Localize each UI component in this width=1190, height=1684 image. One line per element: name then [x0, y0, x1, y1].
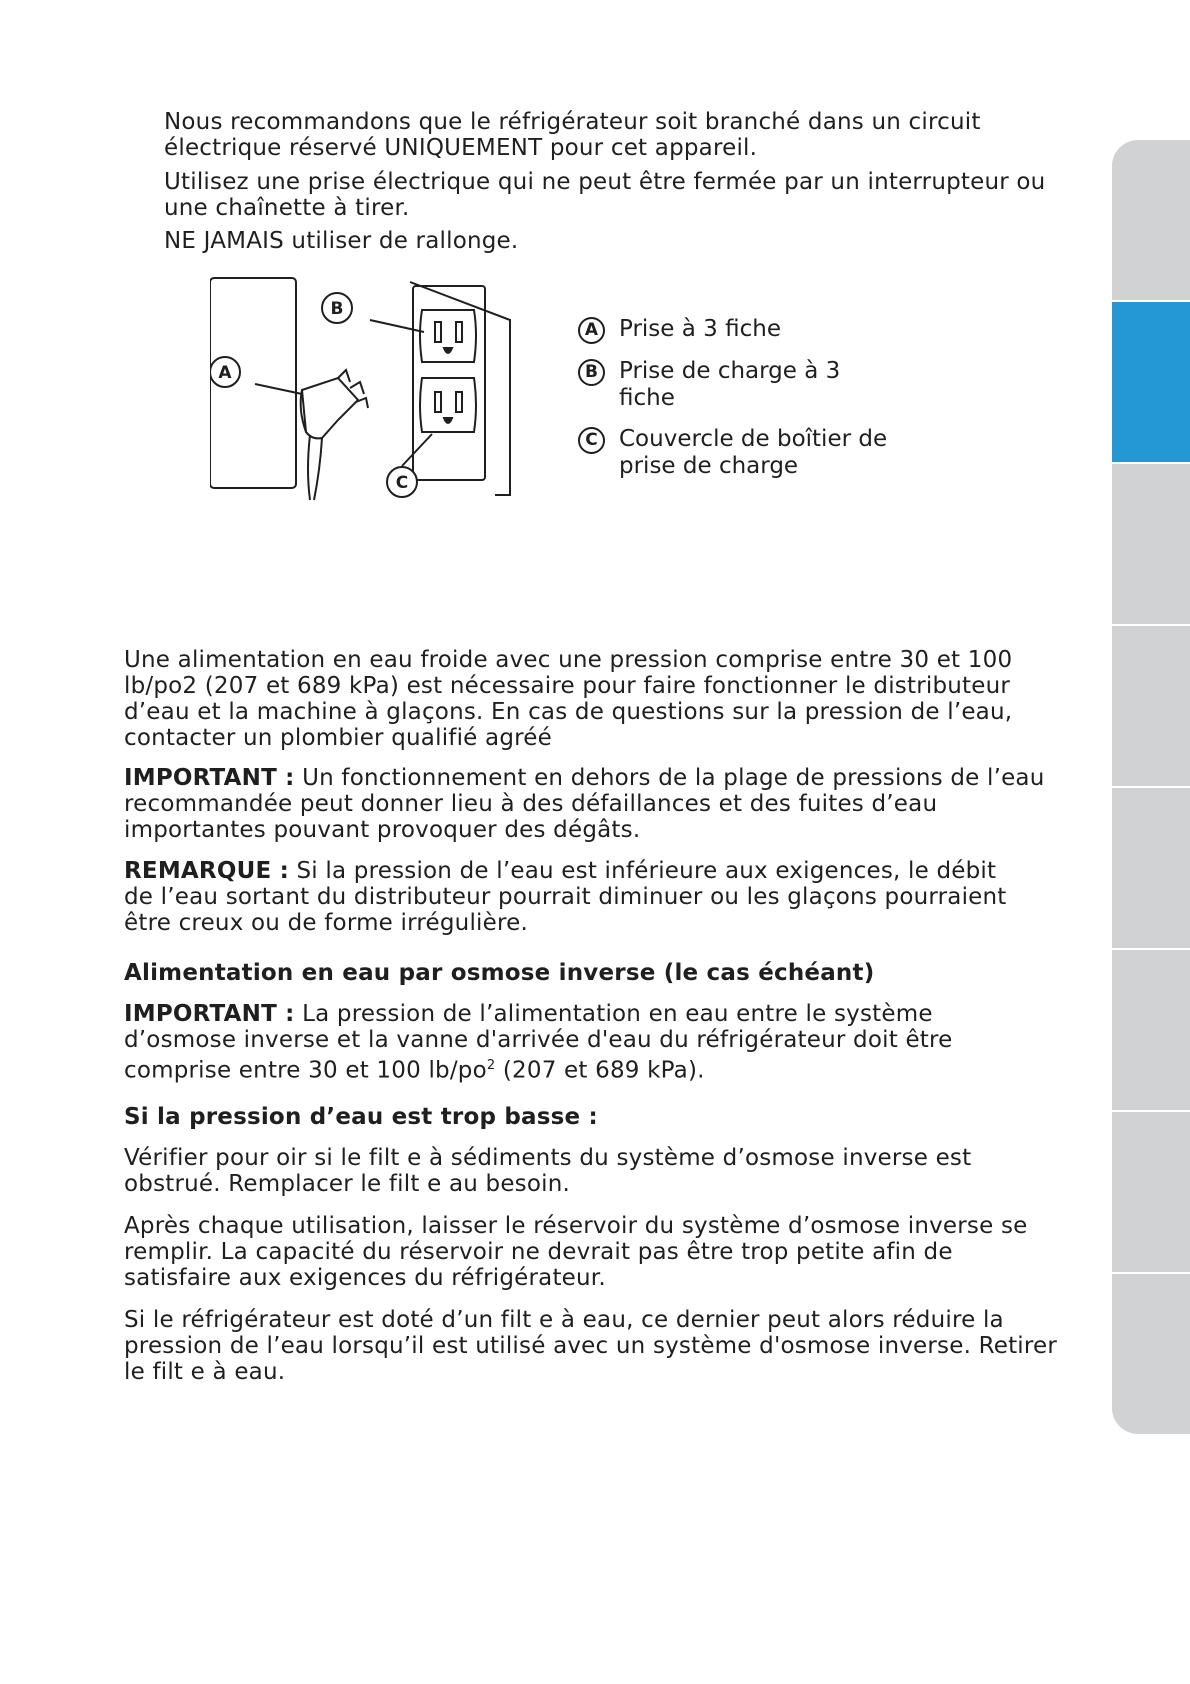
remarque-text: Si la pression de l’eau est inférieure aux exigences, le débit de l’eau sortant du distributeur pourrait diminuer ou les glaçons pourraient être creux ou de forme irrégulière. [124, 858, 1007, 936]
legend-item-a [578, 316, 939, 344]
important-text: Un fonctionnement en dehors de la plage de pressions de l’eau recommandée peut donner lieu à des défaillances et des fuites d’eau importantes pouvant provoquer des dégâts. [124, 765, 1045, 843]
water-important-paragraph [124, 765, 1064, 843]
water-pressure-paragraph: Une alimentation en eau froide avec une pression comprise entre 30 et 100 lb/po2 (207 et 689 kPa) est nécessaire pour faire fonctionner le distributeur d’eau et la machine à glaçons. En cas de questions sur la pression de l’eau, contacter un plombier qualifié agréé [124, 647, 1013, 751]
legend-letter-c: C [578, 427, 605, 454]
intro-paragraph-dedicated-circuit: Nous recommandons que le réfrigérateur soit branché dans un circuit électrique réservé UNIQUEMENT pour cet appareil. [164, 109, 981, 161]
legend-letter-b: B [578, 359, 605, 386]
legend-letter-a: A [578, 317, 605, 344]
osmosis-important-paragraph [124, 1001, 1024, 1084]
leader-line-a [255, 384, 302, 394]
cover-plate-shadow [410, 282, 510, 495]
legend-text-b: Prise de charge à 3 fiche [619, 358, 841, 411]
osmosis-important-text-1: La pression de l’alimentation en eau entre le système d’osmose inverse et la vanne d'arrivée d'eau du réfrigérateur doit être comprise entre 30 et 100 lb/po [124, 1001, 953, 1084]
legend-text-c: Couvercle de boîtier de prise de charge [619, 426, 888, 479]
leader-line-c [402, 434, 432, 466]
osmosis-superscript: 2 [486, 1058, 496, 1073]
legend-item-c [578, 426, 939, 480]
osmosis-heading: Alimentation en eau par osmose inverse (le cas échéant) [124, 960, 875, 986]
label-b-text: B [330, 299, 344, 319]
upper-receptacle [420, 310, 476, 362]
outlet-plug-diagram [210, 270, 530, 540]
section-tab-7[interactable] [1112, 1112, 1190, 1272]
important-label: IMPORTANT : [124, 765, 295, 791]
label-c-text: C [395, 473, 409, 493]
section-tab-8[interactable] [1112, 1274, 1190, 1434]
section-tab-2-active[interactable] [1112, 302, 1190, 462]
leader-line-b [370, 320, 424, 332]
section-tab-1[interactable] [1112, 140, 1190, 300]
remarque-label: REMARQUE : [124, 858, 289, 884]
legend-item-b [578, 358, 849, 412]
low-pressure-paragraph-2: Après chaque utilisation, laisser le réservoir du système d’osmose inverse se remplir. La capacité du réservoir ne devrait pas être trop petite afin de satisfaire aux exigences du réfrigérateur. [124, 1213, 1028, 1291]
intro-paragraph-no-extension: NE JAMAIS utiliser de rallonge. [164, 228, 519, 254]
label-c [387, 467, 417, 497]
section-tab-5[interactable] [1112, 788, 1190, 948]
label-b [322, 293, 352, 323]
intro-paragraph-outlet: Utilisez une prise électrique qui ne peut être fermée par un interrupteur ou une chaînette à tirer. [164, 169, 1046, 221]
low-pressure-heading: Si la pression d’eau est trop basse : [124, 1104, 598, 1130]
lower-receptacle [420, 378, 476, 432]
low-pressure-paragraph-3: Si le réfrigérateur est doté d’un filt e à eau, ce dernier peut alors réduire la pression de l’eau lorsqu’il est utilisé avec un système d'osmose inverse. Retirer le filt e à eau. [124, 1307, 1058, 1385]
label-a [210, 357, 240, 387]
water-remarque-paragraph [124, 858, 1014, 936]
three-prong-plug [301, 370, 368, 500]
osmosis-important-label: IMPORTANT : [124, 1001, 295, 1027]
section-tab-6[interactable] [1112, 950, 1190, 1110]
low-pressure-paragraph-1: Vérifier pour oir si le filt e à sédiments du système d’osmose inverse est obstrué. Remplacer le filt e au besoin. [124, 1145, 972, 1197]
label-a-text: A [218, 363, 232, 383]
osmosis-important-text-2: (207 et 689 kPa). [495, 1057, 705, 1084]
section-tab-3[interactable] [1112, 464, 1190, 624]
section-tab-4[interactable] [1112, 626, 1190, 786]
legend-text-a: Prise à 3 fiche [619, 316, 781, 342]
